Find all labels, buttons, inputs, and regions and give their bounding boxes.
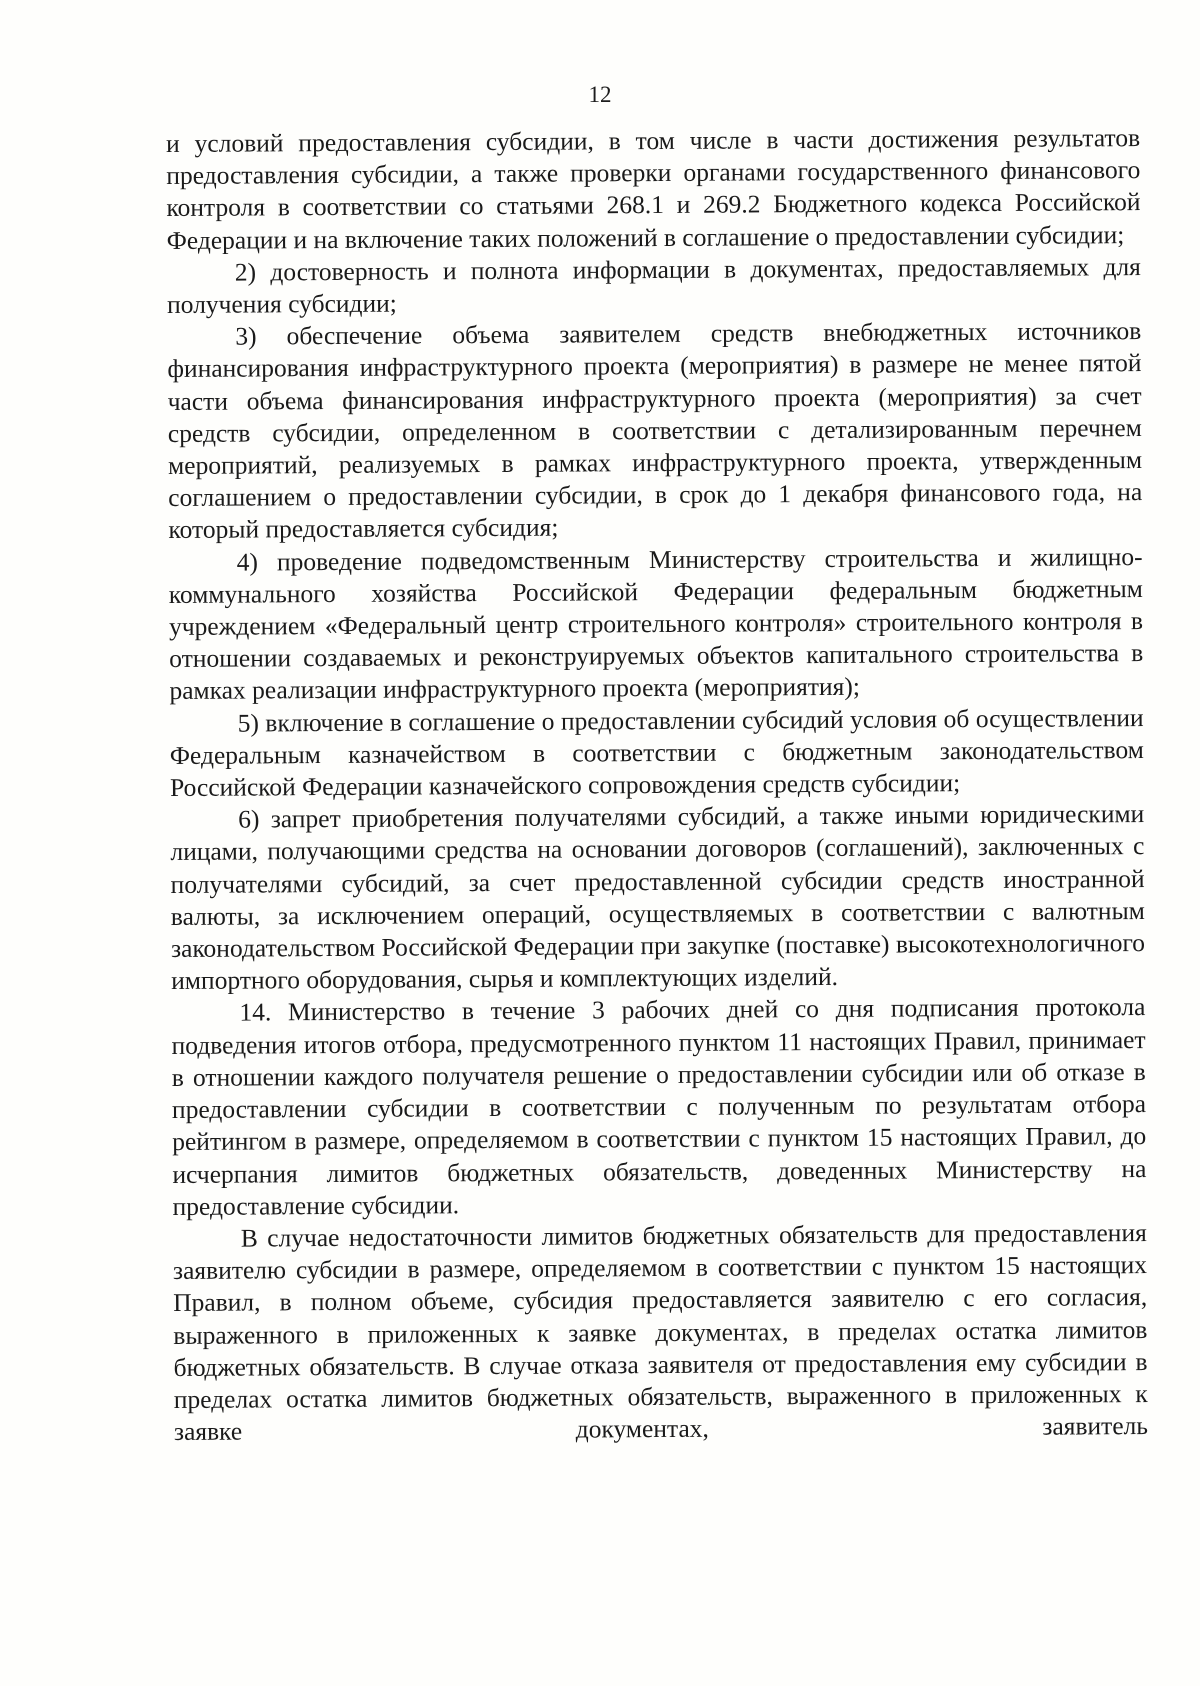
paragraph-item-6: 6) запрет приобретения получателями субсидий, а также иными юридическими лицами, получающими средства на основании договоров (соглашений), заключенных с получателями субсидий, за счет предоставленной субсидии средств иностранной валюты, за исключением операций, осуществляемых в соответствии с валютным законодательством Российской Федерации при закупке (поставке) высокотехнологичного импортного оборудования, сырья и комплектующих изделий.	[170, 799, 1146, 996]
paragraph-clause-14-continuation: В случае недостаточности лимитов бюджетных обязательств для предоставления заявителю субсидии в размере, определяемом в соответствии с пунктом 15 настоящих Правил, в полном объеме, субсидия предоставляется заявителю с его согласия, выраженного в приложенных к заявке документах, в пределах остатка лимитов бюджетных обязательств. В случае отказа заявителя от предоставления ему субсидии в пределах остатка лимитов бюджетных обязательств, выраженного в приложенных к заявке документах, заявитель	[172, 1217, 1149, 1447]
paragraph-clause-14: 14. Министерство в течение 3 рабочих дней со дня подписания протокола подведения итогов отбора, предусмотренного пунктом 11 настоящих Правил, принимает в отношении каждого получателя решение о предоставлении субсидии или об отказе в предоставлении субсидии в соответствии с полученным по результатам отбора рейтингом в размере, определяемом в соответствии с пунктом 15 настоящих Правил, до исчерпания лимитов бюджетных обязательств, доведенных Министерству на предоставление субсидии.	[171, 992, 1147, 1221]
paragraph-continuation: и условий предоставления субсидии, в том числе в части достижения результатов предоставления субсидии, а также проверки органами государственного финансового контроля в соответствии со статьями 268.1 и 269.2 Бюджетного кодекса Российской Федерации и на включение таких положений в соглашение о предоставлении субсидии;	[166, 123, 1141, 255]
paragraph-item-2: 2) достоверность и полнота информации в документах, предоставляемых для получения субсидии;	[166, 251, 1141, 320]
document-body	[166, 122, 1148, 1448]
page-number: 12	[588, 82, 612, 107]
paragraph-item-5: 5) включение в соглашение о предоставлении субсидий условия об осуществлении Федеральным казначейством в соответствии с бюджетным законодательством Российской Федерации казначейского сопровождения средств субсидии;	[169, 702, 1144, 803]
paragraph-item-3: 3) обеспечение объема заявителем средств внебюджетных источников финансирования инфраструктурного проекта (мероприятия) в размере не менее пятой части объема финансирования инфраструктурного проекта (мероприятия) за счет средств субсидии, определенном в соответствии с детализированным перечнем мероприятий, реализуемых в рамках инфраструктурного проекта, утвержденным соглашением о предоставлении субсидии, в срок до 1 декабря финансового года, на который предоставляется субсидия;	[167, 316, 1143, 545]
paragraph-item-4: 4) проведение подведомственным Министерству строительства и жилищно-коммунального хозяйства Российской Федерации федеральным бюджетным учреждением «Федеральный центр строительного контроля» строительного контроля в отношении создаваемых и реконструируемых объектов капитального строительства в рамках реализации инфраструктурного проекта (мероприятия);	[168, 541, 1144, 706]
